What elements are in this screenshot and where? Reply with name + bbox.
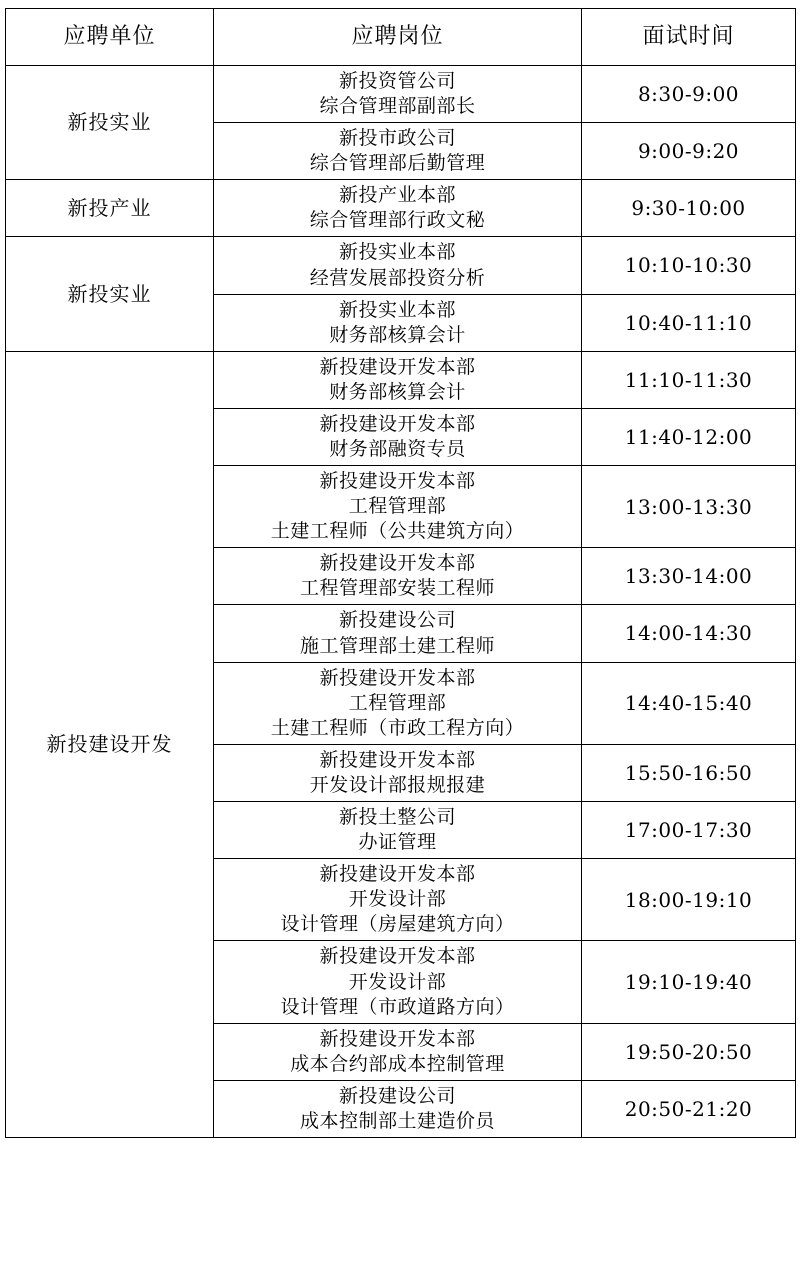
post-line: 新投建设开发本部 [319, 666, 476, 689]
table-row [6, 180, 796, 237]
post-line: 综合管理部副部长 [319, 95, 476, 118]
column-header-post: 应聘岗位 [214, 9, 582, 66]
post-line: 新投实业本部 [338, 241, 456, 264]
column-header-time: 面试时间 [582, 9, 796, 66]
time-cell: 8:30-9:00 [582, 66, 796, 123]
post-line: 设计管理（市政道路方向） [280, 995, 515, 1018]
time-cell: 19:10-19:40 [582, 941, 796, 1023]
post-line: 新投建设公司 [338, 609, 456, 632]
table-body [6, 66, 796, 1138]
post-line: 新投建设开发本部 [319, 748, 476, 771]
post-line: 工程管理部安装工程师 [299, 577, 495, 600]
time-cell: 11:10-11:30 [582, 351, 796, 408]
post-cell [214, 1080, 582, 1137]
post-line: 办证管理 [358, 831, 437, 854]
time-cell: 10:10-10:30 [582, 237, 796, 294]
table-row [6, 66, 796, 123]
interview-schedule-table [5, 8, 796, 1138]
table-header [6, 9, 796, 66]
post-line: 开发设计部 [348, 888, 447, 911]
post-line: 成本合约部成本控制管理 [290, 1052, 505, 1075]
post-cell [214, 408, 582, 465]
post-line: 土建工程师（公共建筑方向） [270, 520, 525, 543]
post-line: 新投市政公司 [338, 127, 456, 150]
post-line: 新投土整公司 [338, 806, 456, 829]
time-cell: 10:40-11:10 [582, 294, 796, 351]
post-cell [214, 802, 582, 859]
time-cell: 18:00-19:10 [582, 859, 796, 941]
post-cell [214, 859, 582, 941]
time-cell: 13:00-13:30 [582, 466, 796, 548]
time-cell: 13:30-14:00 [582, 548, 796, 605]
post-line: 新投实业本部 [338, 298, 456, 321]
time-cell: 15:50-16:50 [582, 744, 796, 801]
post-line: 新投建设开发本部 [319, 355, 476, 378]
post-line: 新投建设开发本部 [319, 1027, 476, 1050]
post-line: 设计管理（房屋建筑方向） [280, 913, 515, 936]
post-cell [214, 662, 582, 744]
unit-cell: 新投产业 [6, 180, 214, 237]
time-cell: 11:40-12:00 [582, 408, 796, 465]
post-cell [214, 1023, 582, 1080]
post-cell [214, 66, 582, 123]
post-line: 经营发展部投资分析 [309, 266, 486, 289]
column-header-unit: 应聘单位 [6, 9, 214, 66]
post-line: 新投资管公司 [338, 70, 456, 92]
post-cell [214, 605, 582, 662]
post-line: 土建工程师（市政工程方向） [270, 716, 525, 739]
post-cell [214, 180, 582, 237]
post-cell [214, 548, 582, 605]
time-cell: 17:00-17:30 [582, 802, 796, 859]
post-line: 新投建设公司 [338, 1084, 456, 1107]
unit-cell: 新投建设开发 [6, 351, 214, 1137]
post-cell [214, 744, 582, 801]
post-cell [214, 351, 582, 408]
post-line: 财务部核算会计 [329, 323, 466, 346]
post-cell [214, 466, 582, 548]
post-line: 新投建设开发本部 [319, 412, 476, 435]
post-line: 开发设计部 [348, 970, 447, 993]
table-row [6, 351, 796, 408]
post-line: 新投建设开发本部 [319, 863, 476, 886]
post-line: 新投建设开发本部 [319, 470, 476, 493]
time-cell: 19:50-20:50 [582, 1023, 796, 1080]
time-cell: 9:30-10:00 [582, 180, 796, 237]
header-row [6, 9, 796, 66]
post-cell [214, 294, 582, 351]
post-line: 新投建设开发本部 [319, 552, 476, 575]
time-cell: 9:00-9:20 [582, 123, 796, 180]
post-line: 工程管理部 [348, 495, 447, 518]
post-line: 财务部核算会计 [329, 380, 466, 403]
unit-cell: 新投实业 [6, 237, 214, 351]
time-cell: 14:40-15:40 [582, 662, 796, 744]
post-cell [214, 941, 582, 1023]
post-cell [214, 123, 582, 180]
post-line: 新投产业本部 [338, 184, 456, 207]
time-cell: 14:00-14:30 [582, 605, 796, 662]
post-line: 综合管理部后勤管理 [309, 152, 486, 175]
post-cell [214, 237, 582, 294]
post-line: 财务部融资专员 [329, 438, 466, 461]
post-line: 成本控制部土建造价员 [299, 1109, 495, 1132]
post-line: 工程管理部 [348, 691, 447, 714]
unit-cell: 新投实业 [6, 66, 214, 180]
post-line: 新投建设开发本部 [319, 945, 476, 968]
post-line: 综合管理部行政文秘 [309, 209, 486, 232]
time-cell: 20:50-21:20 [582, 1080, 796, 1137]
table-row [6, 237, 796, 294]
post-line: 开发设计部报规报建 [309, 773, 486, 796]
post-line: 施工管理部土建工程师 [299, 634, 495, 657]
